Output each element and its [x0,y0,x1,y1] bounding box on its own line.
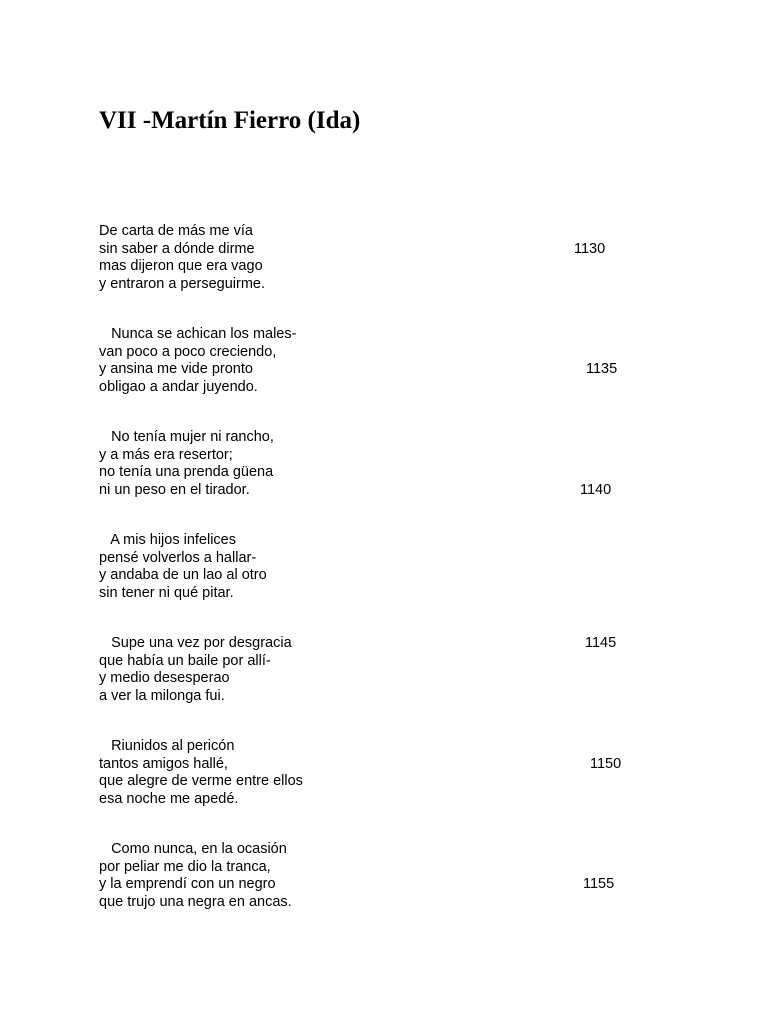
stanza [99,223,659,293]
verse-line [99,653,659,671]
verse-line [99,738,659,756]
verse-text: Como nunca, en la ocasión [99,841,287,857]
verse-text: y medio desesperao [99,670,230,686]
verse-line [99,791,659,809]
verse-text: A mis hijos infelices [99,532,236,548]
verse-line [99,258,659,276]
verse-line [99,876,659,894]
verse-text: a ver la milonga fui. [99,687,225,704]
verse-text: que alegre de verme entre ellos [99,773,303,789]
verse-line [99,379,659,397]
verse-line [99,482,659,500]
page-title: VII -Martín Fierro (Ida) [99,107,361,134]
stanza [99,429,659,499]
verse-line [99,635,659,653]
verse-line [99,344,659,362]
line-number: 1145 [585,635,617,651]
verse-text: que había un baile por allí- [99,652,271,669]
verse-text: tantos amigos hallé, [99,755,228,772]
stanza [99,532,659,602]
line-number: 1130 [574,240,606,257]
verse-line [99,567,659,585]
verse-line [99,841,659,859]
verse-text: Supe una vez por desgracia [99,635,292,651]
verse-text: y ansina me vide pronto [99,361,253,377]
verse-line [99,773,659,791]
verse-line [99,756,659,774]
verse-text: pensé volverlos a hallar- [99,549,257,566]
verse-line [99,550,659,568]
verse-text: por peliar me dio la tranca, [99,858,271,875]
verse-text: y la emprendí con un negro [99,876,276,892]
verse-text: De carta de más me vía [99,223,253,239]
verse-text: ni un peso en el tirador. [99,481,250,498]
verse-text: no tenía una prenda güena [99,464,274,480]
verse-line [99,532,659,550]
line-number: 1140 [580,481,612,498]
verse-text: sin saber a dónde dirme [99,240,255,257]
verse-text: obligao a andar juyendo. [99,378,258,395]
verse-line [99,361,659,379]
line-number: 1135 [586,361,618,377]
verse-text: van poco a poco creciendo, [99,343,277,360]
verse-text: sin tener ni qué pitar. [99,584,234,601]
verse-text: y entraron a perseguirme. [99,275,266,292]
line-number: 1155 [583,876,615,892]
verse-text: y a más era resertor; [99,446,233,463]
verse-line [99,464,659,482]
verse-line [99,585,659,603]
verse-text: mas dijeron que era vago [99,258,263,274]
verse-line [99,447,659,465]
stanza [99,738,659,808]
verse-line [99,241,659,259]
stanza [99,841,659,911]
verse-line [99,688,659,706]
line-number: 1150 [590,755,622,772]
stanza [99,635,659,705]
verse-line [99,429,659,447]
verse-line [99,276,659,294]
verse-text: Nunca se achican los males- [99,326,297,342]
verse-line [99,859,659,877]
verse-line [99,670,659,688]
verse-text: que trujo una negra en ancas. [99,893,292,910]
verse-text: esa noche me apedé. [99,790,239,807]
stanza [99,326,659,396]
verse-line [99,223,659,241]
verse-text: y andaba de un lao al otro [99,567,267,583]
verse-text: Riunidos al pericón [99,738,235,754]
verse-line [99,894,659,912]
verse-line [99,326,659,344]
verse-text: No tenía mujer ni rancho, [99,429,274,445]
